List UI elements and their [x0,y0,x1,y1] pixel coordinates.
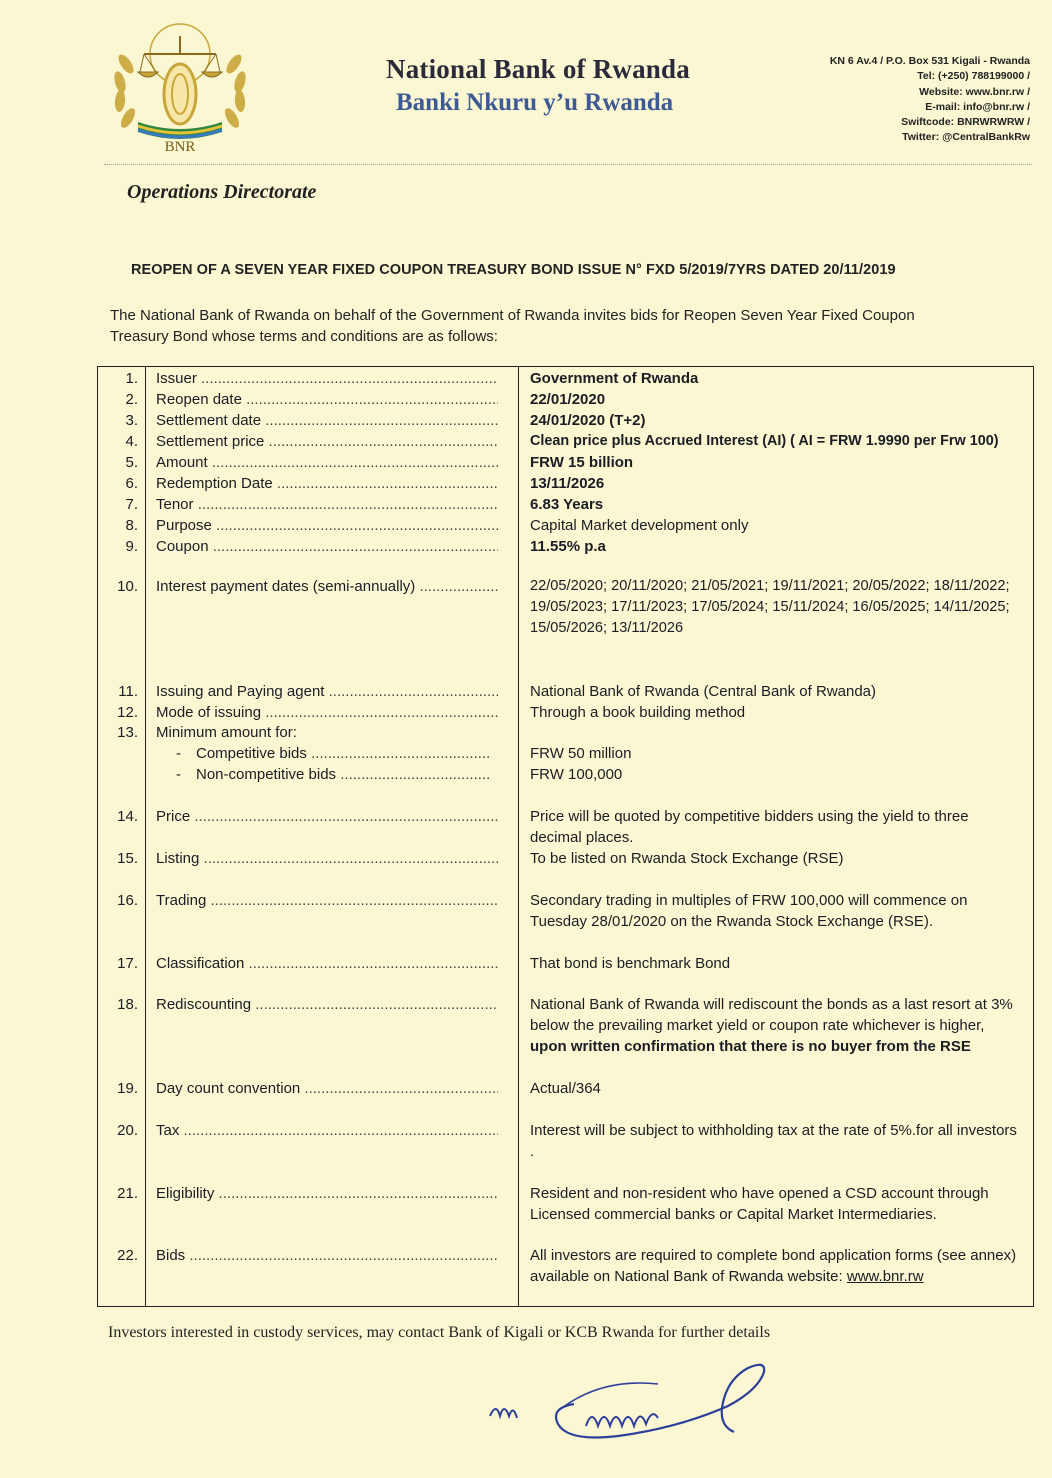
term-label: Trading ..... [156,890,498,911]
term-value: FRW 15 billion [530,454,634,471]
term-label: Reopen date ..... [156,389,498,410]
term-label: Tax ..... [156,1120,498,1141]
term-value-extra: . [530,1143,535,1160]
term-value: Secondary trading in multiples of FRW 100,000 will commence on Tuesday 28/01/2020 on the Rwanda Stock Exchange (RSE). [530,892,968,930]
term-number: 11. [118,683,138,700]
term-label: Settlement price ..... [156,431,498,452]
contact-address: KN 6 Av.4 / P.O. Box 531 Kigali - Rwanda [829,55,1030,67]
directorate-heading: Operations Directorate [127,181,317,203]
term-number: 14. [117,808,138,825]
term-label: Classification ..... [156,953,498,974]
table-column-divider [518,367,519,1306]
term-label: Issuer ..... [156,368,498,389]
term-label: Settlement date ..... [156,410,498,431]
term-value-text: All investors are required to complete bond application forms (see annex) available on National Bank of Rwanda website: [530,1247,1017,1285]
term-label: Rediscounting ..... [156,994,498,1015]
term-label: Tenor ..... [156,494,498,515]
term-number: 18. [117,996,138,1013]
term-number: 1. [125,370,138,387]
signature [482,1346,782,1456]
term-label: Mode of issuing ..... [156,702,498,723]
term-value: Through a book building method [530,704,746,721]
term-value: National Bank of Rwanda (Central Bank of Rwanda) [530,683,877,700]
term-label: Coupon ..... [156,536,498,557]
contact-swiftcode: Swiftcode: BNRWRWRW / [901,116,1030,129]
term-value: FRW 50 million [530,745,632,762]
term-number: 21. [117,1185,138,1202]
term-label: Redemption Date ..... [156,473,498,494]
term-value: That bond is benchmark Bond [530,955,731,972]
terms-table [97,366,1034,1307]
bnr-logo [104,14,256,156]
term-label: Day count convention ..... [156,1078,498,1099]
term-number: 10. [117,578,138,595]
term-label: Listing ..... [156,848,498,869]
table-column-divider [145,367,146,1306]
contact-email: E-mail: info@bnr.rw / [925,100,1030,113]
term-label: Amount ..... [156,452,498,473]
document-title: REOPEN OF A SEVEN YEAR FIXED COUPON TREASURY BOND ISSUE N° FXD 5/2019/7YRS DATED 20/11/2019 [131,262,896,278]
term-number: 7. [125,496,138,513]
term-number: 5. [125,454,138,471]
term-value: 11.55% p.a [530,538,606,555]
website-link[interactable]: www.bnr.rw [846,1268,924,1285]
term-value-emphasis: upon written confirmation that there is no buyer from the RSE [530,1038,971,1055]
term-label: Issuing and Paying agent ..... [156,681,498,702]
term-sub-label: Competitive bids ..... [196,743,490,764]
footer-note: Investors interested in custody services, may contact Bank of Kigali or KCB Rwanda for further details [108,1324,771,1341]
term-value: 22/05/2020; 20/11/2020; 21/05/2021; 19/11/2021; 20/05/2022; 18/11/2022; 19/05/2023; 17/11/2023; 17/05/2024; 15/11/2024; 16/05/2025; 14/11/2025; 15/05/2026; 13/11/2026 [530,578,1010,636]
term-value-text: Interest will be subject to withholding tax at the rate of 5%.for all investors [530,1122,1017,1139]
term-number: 20. [117,1122,138,1139]
term-number: 12. [117,704,138,721]
intro-paragraph: The National Bank of Rwanda on behalf of the Government of Rwanda invites bids for Reopen Seven Year Fixed Coupon Treasury Bond whose terms and conditions are as follows: [110,307,915,345]
term-number: 6. [125,475,138,492]
bank-name-english: National Bank of Rwanda [386,54,690,84]
term-sub-label: Non-competitive bids ..... [196,764,490,785]
term-label: Purpose ..... [156,515,498,536]
term-label: Bids ..... [156,1245,498,1266]
term-value-text: National Bank of Rwanda will rediscount the bonds as a last resort at 3% below the prevailing market yield or coupon rate whichever is higher, [530,996,1013,1034]
term-value: 24/01/2020 (T+2) [530,412,646,429]
term-value: Government of Rwanda [530,370,699,387]
term-value: Capital Market development only [530,517,749,534]
term-value: 6.83 Years [530,496,604,513]
term-value: Price will be quoted by competitive bidders using the yield to three decimal places. [530,808,969,846]
term-value: To be listed on Rwanda Stock Exchange (RSE) [530,850,844,867]
contact-website: Website: www.bnr.rw / [919,85,1030,98]
term-number: 3. [125,412,138,429]
term-number: 16. [117,892,138,909]
term-number: 22. [117,1247,138,1264]
term-value: Resident and non-resident who have opened a CSD account through Licensed commercial banks or Capital Market Intermediaries. [530,1185,989,1223]
term-number: 15. [117,850,138,867]
term-label: Price ..... [156,806,498,827]
term-number: 17. [117,955,138,972]
term-number: 8. [125,517,138,534]
term-value: 13/11/2026 [530,475,605,492]
term-label: Minimum amount for: [156,724,297,741]
term-value [530,994,1024,1057]
term-value: Clean price plus Accrued Interest (AI) ( AI = FRW 1.9990 per Frw 100) [530,433,999,449]
contact-tel: Tel: (+250) 788199000 / [917,70,1030,83]
term-value [530,1120,1024,1162]
header-divider [104,164,1032,165]
term-value: FRW 100,000 [530,766,623,783]
list-dash: - [176,745,181,762]
term-value: Actual/364 [530,1080,601,1097]
term-number: 4. [125,433,138,450]
term-value: 22/01/2020 [530,391,606,408]
term-number: 9. [125,538,138,555]
contact-block [830,54,1030,146]
term-number: 2. [125,391,138,408]
term-number: 19. [117,1080,138,1097]
term-label: Eligibility ..... [156,1183,498,1204]
term-label: Interest payment dates (semi-annually) ..... [156,576,498,597]
term-number: 13. [117,724,138,741]
list-dash: - [176,766,181,783]
contact-twitter: Twitter: @CentralBankRw [902,131,1030,144]
bank-name-kinyarwanda: Banki Nkuru y’u Rwanda [396,89,674,116]
term-value [530,1245,1024,1287]
logo-text: BNR [164,139,196,155]
